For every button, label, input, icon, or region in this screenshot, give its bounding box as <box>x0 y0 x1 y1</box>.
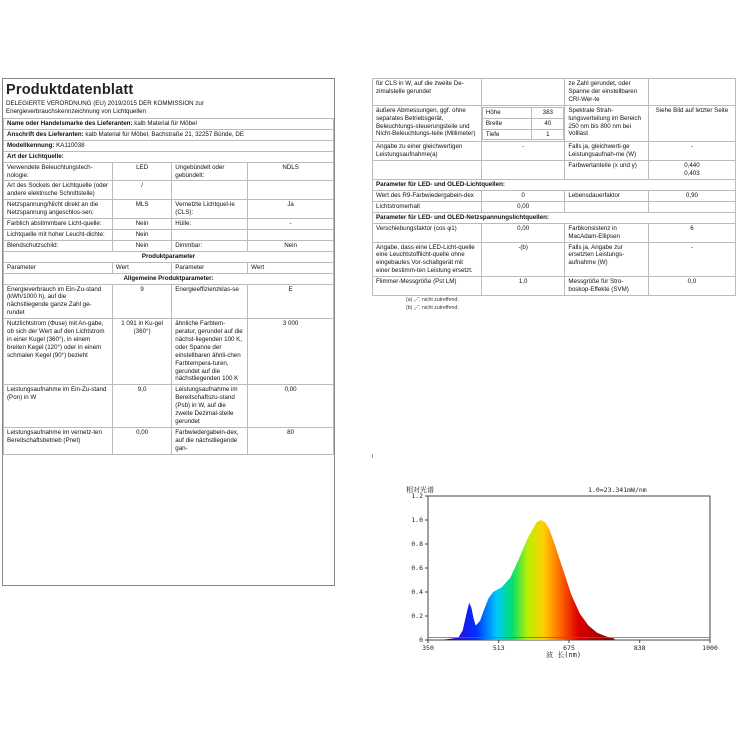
cell: 80 <box>248 428 334 455</box>
cell: Angabe, dass eine LED-Licht-quelle eine Leuchtstofflicht-quelle ohne eingebautes Vor-schaltgerät mit einer bestimm-ten Leistung ersetzt. <box>373 242 482 277</box>
cell <box>565 201 648 212</box>
footnote-b: (b) „-“: nicht zutreffend; <box>406 304 459 311</box>
cell <box>373 161 482 180</box>
cell: ähnliche Farbtem-peratur, gerundet auf die nächst-liegenden 100 K, oder Spanne der einstellbaren ähnli-chen Farbtempera-turen, gerundet auf die nächstliegenden 100 K <box>172 319 248 385</box>
cell: Leistungsaufnahme im Ein-Zu-stand (Pon) in W <box>4 385 113 428</box>
cell: 0,90 <box>648 190 735 201</box>
x-tick-label: 350 <box>422 644 434 652</box>
table-row <box>4 229 334 240</box>
cell: 9,0 <box>112 385 171 428</box>
y-tick-label: 0.8 <box>411 540 423 548</box>
dimensions-values <box>481 105 564 142</box>
x-tick-label: 838 <box>633 644 646 652</box>
cell: / <box>112 181 171 200</box>
cell <box>481 79 564 106</box>
table-row <box>4 181 334 200</box>
cell: 0,0 <box>648 277 735 296</box>
cell: Lichtstromerhalt <box>373 201 482 212</box>
table-row <box>373 190 736 201</box>
cell: Nein <box>112 229 171 240</box>
x-axis-label: 波 长(nm) <box>546 651 582 659</box>
cell: Nein <box>112 219 171 230</box>
model-label: Modellkennung: <box>7 141 55 149</box>
cell: MLS <box>112 200 171 219</box>
col-header: Wert <box>112 262 171 273</box>
table-row <box>4 428 334 455</box>
cell: Verwendete Beleuchtungstech-nologie: <box>4 162 113 181</box>
cell: 9 <box>112 284 171 319</box>
cell: Hülle: <box>172 219 248 230</box>
cell: Art des Sockels der Lichtquelle (oder andere elektrische Schnittstelle) <box>4 181 113 200</box>
cell <box>648 79 735 106</box>
cell: 1 091 in Ku-gel (360°) <box>112 319 171 385</box>
page-title: Produktdatenblatt <box>6 82 134 98</box>
table-row <box>4 385 334 428</box>
supplier-name-row <box>4 119 334 130</box>
cell: Leistungsaufnahme im vernetz-ten Bereitschaftsbetrieb (Pnet) <box>4 428 113 455</box>
cell: 0,00 <box>481 201 564 212</box>
model-row <box>4 140 334 151</box>
table-row <box>4 284 334 319</box>
cell: Blendschutzschild: <box>4 240 113 251</box>
cell: Wert des R9-Farbwiedergabein-dex <box>373 190 482 201</box>
cell: Nein <box>112 240 171 251</box>
dimensions-label: äußere Abmessungen, ggf. ohne separates Betriebsgerät, Beleuchtungs-steuerungsteile und Nicht-Beleuchtungs-teile (Millimeter) <box>373 105 482 142</box>
table-row <box>373 161 736 180</box>
cell: Angabe zu einer gleichwertigen Leistungsaufnahme(a) <box>373 142 482 161</box>
cell: Flimmer-Messgröße (Pst LM) <box>373 277 482 296</box>
cell: Energieeffizienzklas-se <box>172 284 248 319</box>
cell <box>172 229 248 240</box>
cell: für CLS in W, auf die zweite De-zimalstelle gerundet <box>373 79 482 106</box>
product-params-header: Produktparameter <box>4 251 334 262</box>
supplier-address-label: Anschrift des Lieferanten: <box>7 130 84 138</box>
y-tick-label: 0.6 <box>411 564 423 572</box>
cell: 0,00 <box>248 385 334 428</box>
table-row <box>373 223 736 242</box>
cell: -(b) <box>481 242 564 277</box>
table-row <box>373 277 736 296</box>
y-tick-label: 0 <box>419 636 423 644</box>
cell: Nutzlichtstrom (Φuse) mit An-gabe, ob sich der Wert auf den Lichtstrom in einer Kugel (360°), in einem breiten Kegel (120°) oder in einem schmalen Kegel (90°) bezieht <box>4 319 113 385</box>
column-header-row <box>4 262 334 273</box>
x-tick-label: 513 <box>492 644 505 652</box>
cell: 3 000 <box>248 319 334 385</box>
y-tick-label: 0.4 <box>411 588 423 596</box>
dimensions-inner-table <box>482 107 564 141</box>
col-header: Parameter <box>172 262 248 273</box>
cell: Netzspannung/Nicht direkt an die Netzspannung angeschlos-sen: <box>4 200 113 219</box>
cell: Farbkonsistenz in MacAdam-Ellipsen <box>565 223 648 242</box>
chart-annotation: 1.0=23.341mW/nm <box>588 486 647 494</box>
cell: Falls ja, Angabe zur ersetzten Leistungs-aufnahme (W) <box>565 242 648 277</box>
footnote-a: (a) „-“: nicht zutreffend; <box>406 296 459 303</box>
cell: Nein <box>248 240 334 251</box>
y-tick-label: 1.2 <box>411 492 423 500</box>
table-row <box>4 240 334 251</box>
regulation-text <box>3 100 334 118</box>
table-row <box>4 162 334 181</box>
led-params-header: Parameter für LED- und OLED-Lichtquellen: <box>373 180 736 191</box>
model-value: KA110038 <box>56 141 85 149</box>
x-tick-label: 1000 <box>702 644 718 652</box>
table-row <box>4 319 334 385</box>
cell <box>248 229 334 240</box>
y-tick-label: 1.0 <box>411 516 423 524</box>
cell: - <box>481 142 564 161</box>
height-value: 383 <box>532 107 564 118</box>
width-label: Breite <box>482 118 531 129</box>
supplier-address-row <box>4 129 334 140</box>
height-label: Höhe <box>482 107 531 118</box>
regulation-line-1: DELEGIERTE VERORDNUNG (EU) 2019/2015 DER KOMMISSION zur <box>6 100 204 107</box>
cell: Falls ja, gleichwerti-ge Leistungsaufnah-me (W) <box>565 142 648 161</box>
spectrum-area <box>441 520 615 640</box>
cell: Ungebündelt oder gebündelt: <box>172 162 248 181</box>
supplier-address-value: kalb Material für Möbel, Bachstraße 21, 32257 Bünde, DE <box>85 130 244 138</box>
cell: Farbwiedergabein-dex, auf die nächstliegende gan- <box>172 428 248 455</box>
cell: ze Zahl gerundet, oder Spanne der einstellbaren CRI-Wer-te <box>565 79 648 106</box>
table-row <box>373 201 736 212</box>
cell: 6 <box>648 223 735 242</box>
datasheet-page-left <box>2 78 335 586</box>
depth-value: 1 <box>532 129 564 140</box>
cell <box>481 161 564 180</box>
cell: - <box>648 242 735 277</box>
cell: Vernetzte Lichtquel-le (CLS): <box>172 200 248 219</box>
cell: - <box>248 219 334 230</box>
cell <box>172 181 248 200</box>
width-value: 40 <box>532 118 564 129</box>
cell: Verschiebungsfaktor (cos φ1) <box>373 223 482 242</box>
supplier-table <box>3 118 334 455</box>
col-header: Wert <box>248 262 334 273</box>
spectral-label: Spektrale Strah-lungsverteilung im Bereich 250 nm bis 800 nm bei Volllast <box>565 105 648 142</box>
params-table-continued <box>372 78 736 296</box>
supplier-name-value: kalb Material für Möbel <box>134 120 197 127</box>
cell: Dimmbar: <box>172 240 248 251</box>
spectral-value: Siehe Bild auf letzter Seite <box>648 105 735 142</box>
chromaticity-y: 0,403 <box>684 170 700 178</box>
y-tick-label: 0.2 <box>411 612 423 620</box>
light-source-type-header: Art der Lichtquelle: <box>4 151 334 162</box>
x-tick-label: 675 <box>563 644 575 652</box>
cell: E <box>248 284 334 319</box>
general-params-header: Allgemeine Produktparameter: <box>4 273 334 284</box>
cell: Lebensdauerfaktor <box>565 190 648 201</box>
col-header: Parameter <box>4 262 113 273</box>
cell: - <box>648 142 735 161</box>
cell: LED <box>112 162 171 181</box>
table-row <box>373 142 736 161</box>
chromaticity-values <box>648 161 735 180</box>
supplier-name-label: Name oder Handelsmarke des Lieferanten: <box>7 120 133 127</box>
spectrum-chart-svg <box>398 480 724 660</box>
depth-label: Tiefe <box>482 129 531 140</box>
cell: 1,0 <box>481 277 564 296</box>
cell: Ja <box>248 200 334 219</box>
spectrum-chart <box>398 480 724 660</box>
table-row <box>4 219 334 230</box>
datasheet-page-right <box>372 78 736 454</box>
cell: Messgröße für Stro-boskop-Effekte (SVM) <box>565 277 648 296</box>
chart-title: 相对光谱 <box>406 486 434 494</box>
cell <box>248 181 334 200</box>
chromaticity-label: Farbwertanteile (x und y) <box>565 161 648 180</box>
cell: Leistungsaufnahme im Bereitschaftszu-stand (Psb) in W, auf die zweite Dezimal-stelle gerundet <box>172 385 248 428</box>
table-row <box>4 200 334 219</box>
mains-params-header: Parameter für LED- und OLED-Netzspannungslichtquellen: <box>373 212 736 223</box>
chromaticity-x: 0,440 <box>684 162 700 170</box>
cell: 0,00 <box>112 428 171 455</box>
cell: NDLS <box>248 162 334 181</box>
dimensions-row <box>373 105 736 142</box>
table-row <box>373 79 736 106</box>
cell: Energieverbrauch im Ein-Zu-stand (kWh/1000 h), auf die nächstliegende ganze Zahl ge-rundet <box>4 284 113 319</box>
regulation-line-2: Energieverbrauchskennzeichnung von Lichtquellen <box>6 108 147 115</box>
cell: 0,00 <box>481 223 564 242</box>
cell: Farblich abstimmbare Licht-quelle: <box>4 219 113 230</box>
cell <box>648 201 735 212</box>
table-row <box>373 242 736 277</box>
cell: 0 <box>481 190 564 201</box>
cell: Lichtquelle mit hoher Leucht-dichte: <box>4 229 113 240</box>
